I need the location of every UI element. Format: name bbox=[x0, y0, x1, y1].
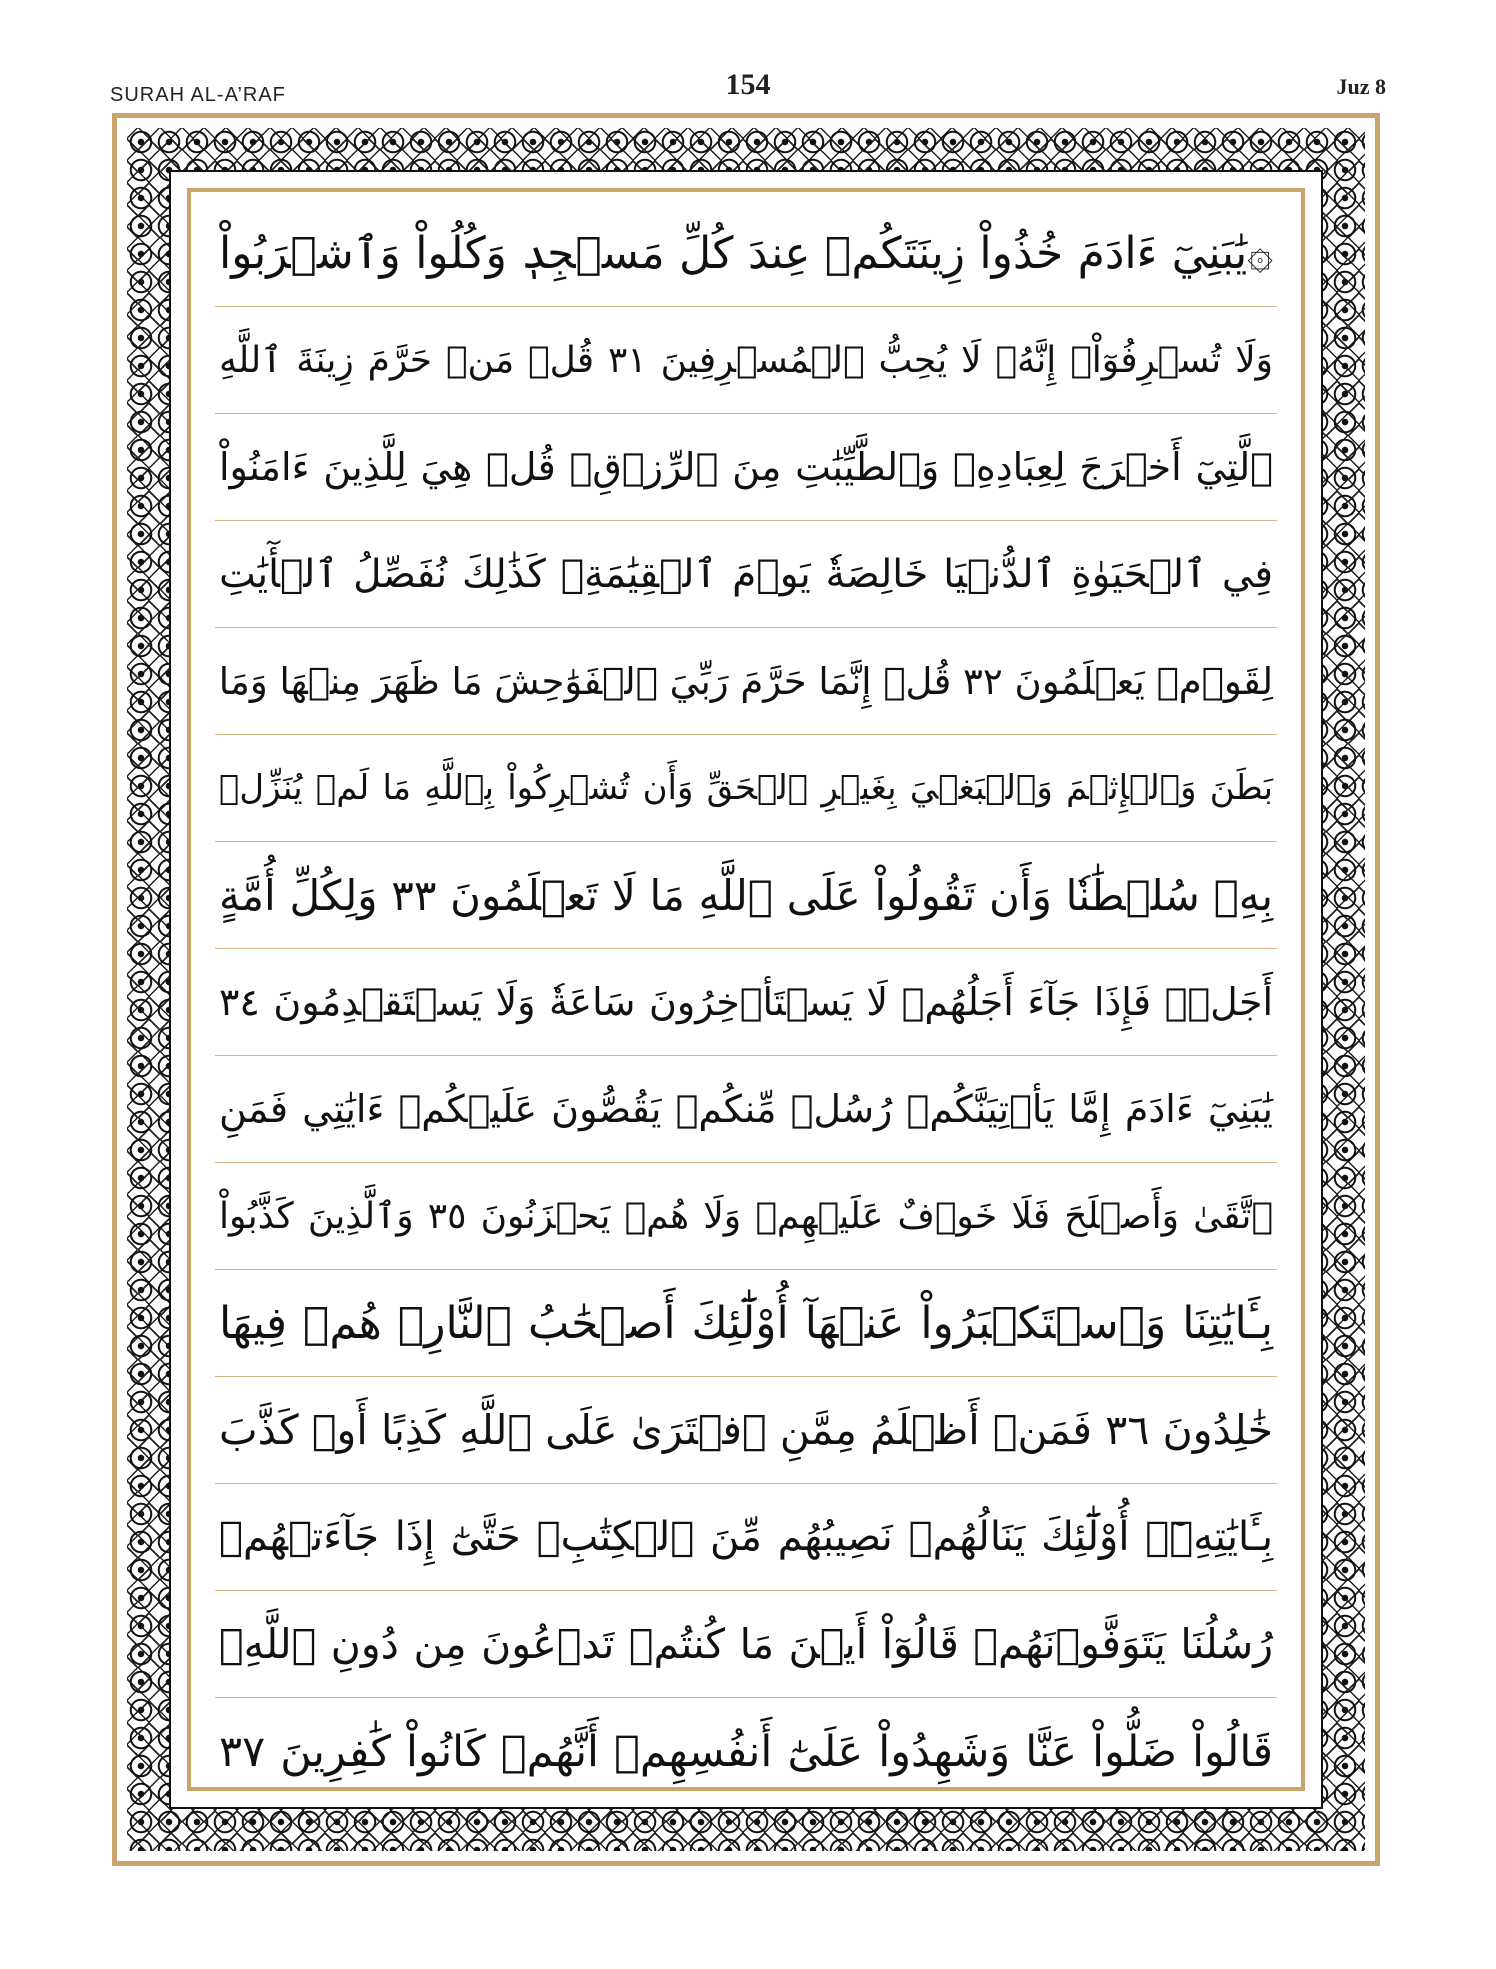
verse-lines bbox=[215, 200, 1277, 1779]
line-text: ٱلَّتِيٓ أَخۡرَجَ لِعِبَادِهِۦ وَٱلطَّيِّبَٰتِ مِنَ ٱلرِّزۡقِۚ قُلۡ هِيَ لِلَّذِينَ ءَامَنُواْ bbox=[219, 445, 1273, 489]
text-line bbox=[215, 842, 1277, 949]
line-text: بِهِۦ سُلۡطَٰنٗا وَأَن تَقُولُواْ عَلَى ٱللَّهِ مَا لَا تَعۡلَمُونَ ٣٣ وَلِكُلِّ أُمَّةٍ bbox=[219, 870, 1274, 920]
text-line bbox=[215, 1377, 1277, 1484]
line-text: أَجَلٞۖ فَإِذَا جَآءَ أَجَلُهُمۡ لَا يَسۡتَأۡخِرُونَ سَاعَةٗ وَلَا يَسۡتَقۡدِمُونَ ٣٤ bbox=[219, 980, 1273, 1024]
line-text: لِقَوۡمٖ يَعۡلَمُونَ ٣٢ قُلۡ إِنَّمَا حَرَّمَ رَبِّيَ ٱلۡفَوَٰحِشَ مَا ظَهَرَ مِنۡهَا وَمَا bbox=[218, 659, 1273, 703]
line-text: رُسُلُنَا يَتَوَفَّوۡنَهُمۡ قَالُوٓاْ أَيۡنَ مَا كُنتُمۡ تَدۡعُونَ مِن دُونِ ٱللَّهِۖ bbox=[219, 1620, 1273, 1668]
text-line bbox=[215, 200, 1277, 307]
line-text: يَٰبَنِيٓ ءَادَمَ إِمَّا يَأۡتِيَنَّكُمۡ رُسُلٞ مِّنكُمۡ يَقُصُّونَ عَلَيۡكُمۡ ءَايَٰتِي فَمَنِ bbox=[219, 1087, 1273, 1131]
line-text: ۞يَٰبَنِيٓ ءَادَمَ خُذُواْ زِينَتَكُمۡ عِندَ كُلِّ مَسۡجِدٖ وَكُلُواْ وَٱشۡرَبُواْ bbox=[219, 227, 1273, 279]
page-frame bbox=[112, 113, 1380, 1866]
text-frame bbox=[187, 188, 1305, 1791]
line-text: قَالُواْ ضَلُّواْ عَنَّا وَشَهِدُواْ عَلَىٰٓ أَنفُسِهِمۡ أَنَّهُمۡ كَانُواْ كَٰفِرِينَ ٣٧ bbox=[219, 1726, 1273, 1777]
text-line bbox=[215, 414, 1277, 521]
line-text: وَلَا تُسۡرِفُوٓاْۚ إِنَّهُۥ لَا يُحِبُّ ٱلۡمُسۡرِفِينَ ٣١ قُلۡ مَنۡ حَرَّمَ زِينَةَ ٱللَّهِ bbox=[219, 339, 1273, 381]
line-text: ٱتَّقَىٰ وَأَصۡلَحَ فَلَا خَوۡفٌ عَلَيۡهِمۡ وَلَا هُمۡ يَحۡزَنُونَ ٣٥ وَٱلَّذِينَ كَذَّبُواْ bbox=[219, 1195, 1273, 1237]
text-line bbox=[215, 949, 1277, 1056]
text-line bbox=[215, 1163, 1277, 1270]
text-line bbox=[215, 1484, 1277, 1591]
line-text: بَطَنَ وَٱلۡإِثۡمَ وَٱلۡبَغۡيَ بِغَيۡرِ ٱلۡحَقِّ وَأَن تُشۡرِكُواْ بِٱللَّهِ مَا لَمۡ يُنَزِّلۡ bbox=[219, 768, 1273, 808]
line-text: بِـَٔايَٰتِهِۦٓۚ أُوْلَٰٓئِكَ يَنَالُهُمۡ نَصِيبُهُم مِّنَ ٱلۡكِتَٰبِۖ حَتَّىٰٓ إِذَا جَآءَتۡهُمۡ bbox=[219, 1514, 1273, 1560]
text-line bbox=[215, 628, 1277, 735]
page-number: 154 bbox=[725, 68, 771, 101]
line-text: فِي ٱلۡحَيَوٰةِ ٱلدُّنۡيَا خَالِصَةٗ يَوۡمَ ٱلۡقِيَٰمَةِۗ كَذَٰلِكَ نُفَصِّلُ ٱلۡأٓيَٰتِ bbox=[219, 551, 1273, 597]
text-line bbox=[215, 307, 1277, 414]
text-line bbox=[215, 521, 1277, 628]
line-text: بِـَٔايَٰتِنَا وَٱسۡتَكۡبَرُواْ عَنۡهَآ أُوْلَٰٓئِكَ أَصۡحَٰبُ ٱلنَّارِۖ هُمۡ فِيهَا bbox=[219, 1297, 1273, 1349]
text-line bbox=[215, 1698, 1277, 1805]
text-line bbox=[215, 1056, 1277, 1163]
line-text: خَٰلِدُونَ ٣٦ فَمَنۡ أَظۡلَمُ مِمَّنِ ٱفۡتَرَىٰ عَلَى ٱللَّهِ كَذِبًا أَوۡ كَذَّبَ bbox=[219, 1406, 1273, 1454]
surah-name: SURAH AL-A’RAF bbox=[110, 84, 286, 106]
text-line bbox=[215, 1591, 1277, 1698]
juz-label: Juz 8 bbox=[1336, 74, 1386, 99]
text-line bbox=[215, 1270, 1277, 1377]
text-line bbox=[215, 735, 1277, 842]
page-header bbox=[110, 62, 1386, 112]
